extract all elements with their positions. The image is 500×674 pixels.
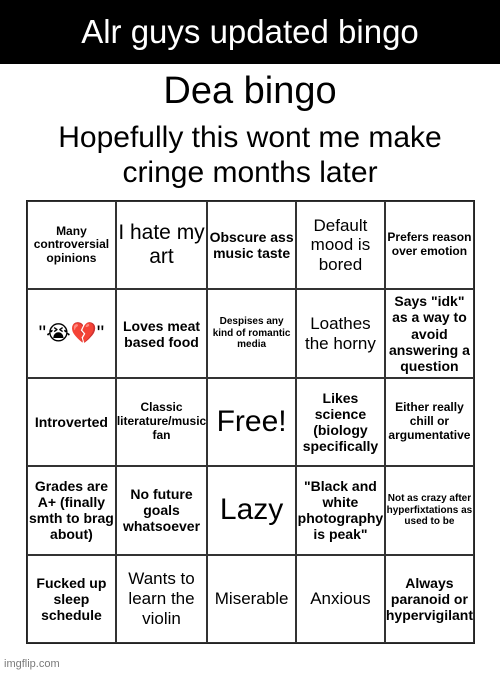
watermark: imgflip.com <box>4 658 60 670</box>
bingo-cell: Free! <box>207 378 296 466</box>
bingo-cell: Not as crazy after hyperfixtations as used to be <box>385 466 474 554</box>
bingo-cell: "😭💔" <box>27 289 116 377</box>
bingo-cell: Despises any kind of romantic media <box>207 289 296 377</box>
bingo-cell: Lazy <box>207 466 296 554</box>
bingo-cell: Likes science (biology specifically <box>296 378 385 466</box>
bingo-cell: Loathes the horny <box>296 289 385 377</box>
bingo-cell: Grades are A+ (finally smth to brag about) <box>27 466 116 554</box>
bingo-grid <box>26 200 475 644</box>
bingo-cell: Wants to learn the violin <box>116 555 207 643</box>
bingo-subtitle: Hopefully this wont me make cringe months later <box>58 121 442 189</box>
top-caption-bar <box>0 0 500 64</box>
bingo-cell: Classic literature/music fan <box>116 378 207 466</box>
bingo-cell: Miserable <box>207 555 296 643</box>
bingo-cell: Says "idk" as a way to avoid answering a question <box>385 289 474 377</box>
bingo-cell: "Black and white photography is peak" <box>296 466 385 554</box>
bingo-cell: Prefers reason over emotion <box>385 201 474 289</box>
bingo-cell: No future goals whatsoever <box>116 466 207 554</box>
bingo-cell: Introverted <box>27 378 116 466</box>
bingo-cell: Anxious <box>296 555 385 643</box>
top-caption: Alr guys updated bingo <box>81 13 419 50</box>
bingo-cell: Default mood is bored <box>296 201 385 289</box>
bingo-cell: Either really chill or argumentative <box>385 378 474 466</box>
bingo-cell: Many controversial opinions <box>27 201 116 289</box>
bingo-cell: Fucked up sleep schedule <box>27 555 116 643</box>
bingo-cell: Always paranoid or hypervigilant <box>385 555 474 643</box>
bingo-cell: Obscure ass music taste <box>207 201 296 289</box>
bingo-cell: Loves meat based food <box>116 289 207 377</box>
bingo-cell: I hate my art <box>116 201 207 289</box>
bingo-title: Dea bingo <box>163 70 337 112</box>
